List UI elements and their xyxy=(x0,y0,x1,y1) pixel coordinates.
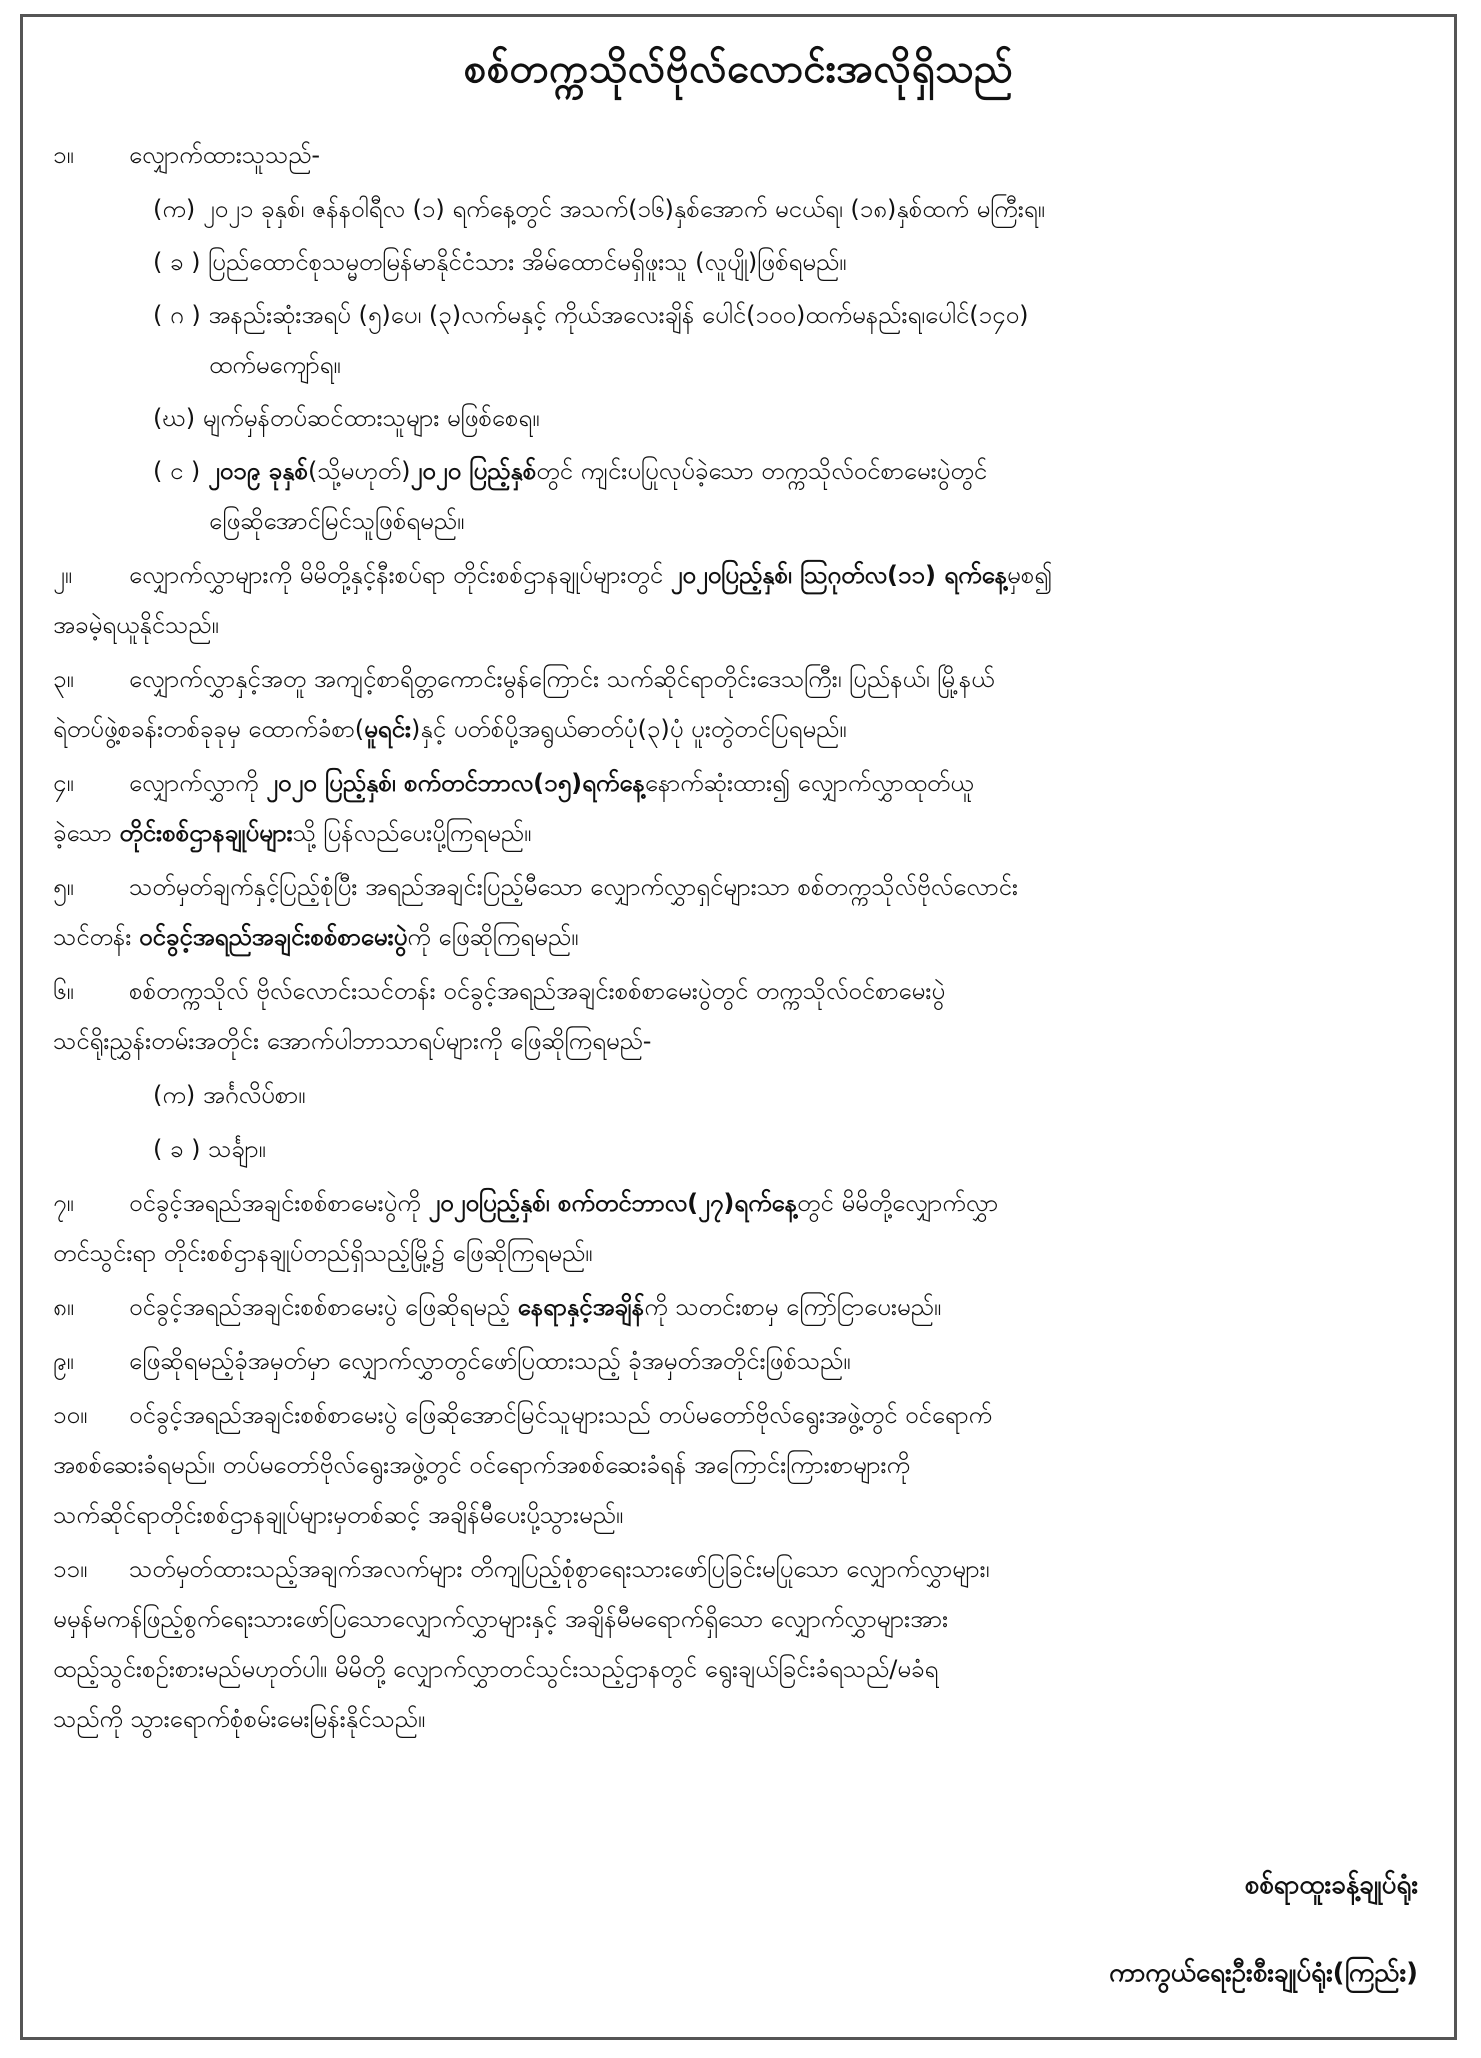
plain-text: သို့ ပြန်လည်ပေးပို့ကြရမည်။ xyxy=(292,819,532,847)
list-item xyxy=(53,451,1424,491)
section-text: အစစ်ဆေးခံရမည်။ တပ်မတော်ဗိုလ်ရွေးအဖွဲ့တွင် ဝင်ရောက်အစစ်ဆေးခံရန် အကြောင်းကြားစာများကို xyxy=(53,1451,911,1479)
list-item-text: ( ခ ) ပြည်ထောင်စုသမ္မတမြန်မာနိုင်ငံသား အိမ်ထောင်မရှိဖူးသူ (လူပျို)ဖြစ်ရမည်။ xyxy=(153,248,847,276)
section-11-continuation xyxy=(53,1649,1424,1689)
section-number: ၅။ xyxy=(53,873,74,901)
list-item-text: ( ဂ ) အနည်းဆုံးအရပ် (၅)ပေ၊ (၃)လက်မနှင့် ကိုယ်အလေးချိန် ပေါင်(၁၀၀)ထက်မနည်းရ၊ပေါင်(၁၄၀) xyxy=(153,301,1029,329)
plain-text: တွင် ကျင်းပပြုလုပ်ခဲ့သော တက္ကသိုလ်ဝင်စာမေးပွဲတွင် xyxy=(536,457,988,485)
section-6 xyxy=(53,971,1424,1011)
section-5-continuation xyxy=(53,917,1424,957)
section-10 xyxy=(53,1395,1424,1435)
plain-text: လျှောက်လွှာကို xyxy=(129,769,259,797)
section-number: ၆။ xyxy=(53,977,74,1005)
section-text: အခမဲ့ရယူနိုင်သည်။ xyxy=(53,611,219,639)
section-9 xyxy=(53,1341,1424,1381)
section-11 xyxy=(53,1549,1424,1589)
plain-text: ခဲ့သော xyxy=(53,819,112,847)
page-title: စစ်တက္ကသိုလ်ဗိုလ်လောင်းအလိုရှိသည် xyxy=(463,46,1014,92)
signature-department: ကာကွယ်ရေးဦးစီးချုပ်ရုံး(ကြည်း) xyxy=(1109,1958,1418,1988)
section-7 xyxy=(53,1183,1424,1223)
emphasis-text: ၂၀၁၉ ခုနှစ် xyxy=(207,457,308,485)
section-text xyxy=(129,555,1424,595)
section-6-continuation xyxy=(53,1021,1424,1061)
list-item xyxy=(53,1129,1424,1169)
list-item xyxy=(53,189,1424,229)
list-item-marker: ( င ) xyxy=(153,457,201,485)
plain-text: (သို့မဟုတ်) xyxy=(307,457,411,485)
section-4 xyxy=(53,763,1424,803)
list-item-text: ဖြေဆိုအောင်မြင်သူဖြစ်ရမည်။ xyxy=(209,507,465,535)
emphasis-text: မူရင်း xyxy=(364,715,411,743)
section-11-continuation xyxy=(53,1699,1424,1739)
list-item xyxy=(53,1075,1424,1115)
section-text xyxy=(129,1287,1424,1327)
section-text xyxy=(129,763,1424,803)
emphasis-text: ဝင်ခွင့်အရည်အချင်းစစ်စာမေးပွဲ xyxy=(139,923,408,951)
emphasis-text: ၂၀၂၀ပြည့်နှစ်၊ ဩဂုတ်လ(၁၁) ရက်နေ့ xyxy=(670,561,1008,589)
section-10-continuation xyxy=(53,1445,1424,1485)
list-item-text: ( ခ ) သင်္ချာ။ xyxy=(153,1135,266,1163)
plain-text: ကို သတင်းစာမှ ကြော်ငြာပေးမည်။ xyxy=(644,1293,942,1321)
section-5 xyxy=(53,867,1424,907)
emphasis-text: ၂၀၂၀ ပြည့်နှစ်၊ စက်တင်ဘာလ(၁၅)ရက်နေ့ xyxy=(266,769,645,797)
list-item-text: (ဃ) မျက်မှန်တပ်ဆင်ထားသူများ မဖြစ်စေရ။ xyxy=(153,404,540,432)
list-item-text: (က) အင်္ဂလိပ်စာ။ xyxy=(153,1081,306,1109)
signature-office: စစ်ရာထူးခန့်ချုပ်ရုံး xyxy=(1244,1870,1418,1900)
section-1 xyxy=(53,135,1424,175)
list-item xyxy=(53,295,1424,335)
plain-text: ရဲတပ်ဖွဲ့စခန်းတစ်ခုခုမှ ထောက်ခံစာ( xyxy=(53,715,365,743)
section-number: ၂။ xyxy=(53,561,73,589)
section-text: လျှောက်ထားသူသည်- xyxy=(129,141,321,169)
section-text: လျှောက်လွှာနှင့်အတူ အကျင့်စာရိတ္တကောင်းမွန်ကြောင်း သက်ဆိုင်ရာတိုင်းဒေသကြီး၊ ပြည်နယ်၊ မြို့နယ် xyxy=(129,665,995,693)
section-text xyxy=(53,709,1424,749)
section-text: ထည့်သွင်းစဉ်းစားမည်မဟုတ်ပါ။ မိမိတို့ လျှောက်လွှာတင်သွင်းသည့်ဌာနတွင် ရွေးချယ်ခြင်းခံရသည်/မခံရ xyxy=(53,1655,939,1683)
section-number: ၉။ xyxy=(53,1347,74,1375)
emphasis-text: ၂၀၂၀ပြည့်နှစ်၊ စက်တင်ဘာလ(၂၇)ရက်နေ့ xyxy=(428,1189,798,1217)
plain-text: နောက်ဆုံးထား၍ လျှောက်လွှာထုတ်ယူ xyxy=(644,769,974,797)
section-text: ဝင်ခွင့်အရည်အချင်းစစ်စာမေးပွဲ ဖြေဆိုအောင်မြင်သူများသည် တပ်မတော်ဗိုလ်ရွေးအဖွဲ့တွင် ဝင်ရောက် xyxy=(129,1401,993,1429)
section-text: စစ်တက္ကသိုလ် ဗိုလ်လောင်းသင်တန်း ဝင်ခွင့်အရည်အချင်းစစ်စာမေးပွဲတွင် တက္ကသိုလ်ဝင်စာမေးပွဲ xyxy=(129,977,946,1005)
section-number: ၃။ xyxy=(53,665,74,693)
plain-text: ဝင်ခွင့်အရည်အချင်းစစ်စာမေးပွဲ ဖြေဆိုရမည့် xyxy=(129,1293,511,1321)
section-number: ၈။ xyxy=(53,1293,74,1321)
plain-text: မှစ၍ xyxy=(1007,561,1053,589)
section-3-continuation xyxy=(53,709,1424,749)
plain-text: )နှင့် ပတ်စ်ပို့အရွယ်ဓာတ်ပုံ(၃)ပုံ ပူးတွဲတင်ပြရမည်။ xyxy=(411,715,847,743)
section-text xyxy=(53,813,1424,853)
section-text xyxy=(53,917,1424,957)
announcement-frame xyxy=(20,14,1457,2040)
list-item-continuation xyxy=(53,345,1424,385)
section-text: သတ်မှတ်ထားသည့်အချက်အလက်များ တိကျပြည့်စုံစွာရေးသားဖော်ပြခြင်းမပြုသော လျှောက်လွှာများ၊ xyxy=(129,1555,990,1583)
plain-text: တွင် မိမိတို့လျှောက်လွှာ xyxy=(797,1189,999,1217)
section-2 xyxy=(53,555,1424,595)
list-item xyxy=(53,242,1424,282)
emphasis-text: နေရာနှင့်အချိန် xyxy=(517,1293,645,1321)
section-number: ၇။ xyxy=(53,1189,74,1217)
section-number: ၄။ xyxy=(53,769,74,797)
plain-text: ကို ဖြေဆိုကြရမည်။ xyxy=(407,923,579,951)
section-11-continuation xyxy=(53,1599,1424,1639)
section-4-continuation xyxy=(53,813,1424,853)
section-7-continuation xyxy=(53,1233,1424,1273)
plain-text: သင်တန်း xyxy=(53,923,132,951)
section-text xyxy=(129,1183,1424,1223)
section-text: သတ်မှတ်ချက်နှင့်ပြည့်စုံပြီး အရည်အချင်းပြည့်မီသော လျှောက်လွှာရှင်များသာ စစ်တက္ကသိုလ်ဗိုလ်လောင်း xyxy=(129,873,1018,901)
section-text: ဖြေဆိုရမည့်ခုံအမှတ်မှာ လျှောက်လွှာတွင်ဖော်ပြထားသည့် ခုံအမှတ်အတိုင်းဖြစ်သည်။ xyxy=(129,1347,851,1375)
section-number: ၁၁။ xyxy=(53,1555,88,1583)
section-text: သင်ရိုးညွှန်းတမ်းအတိုင်း အောက်ပါဘာသာရပ်များကို ဖြေဆိုကြရမည်- xyxy=(53,1027,652,1055)
section-text: သည်ကို သွားရောက်စုံစမ်းမေးမြန်းနိုင်သည်။ xyxy=(53,1705,426,1733)
list-item-text: (က) ၂၀၂၁ ခုနှစ်၊ ဇန်နဝါရီလ (၁) ရက်နေ့တွင် အသက်(၁၆)နှစ်အောက် မငယ်ရ၊ (၁၈)နှစ်ထက် မကြီးရ။ xyxy=(153,195,1045,223)
list-item-text: ထက်မကျော်ရ။ xyxy=(209,351,341,379)
plain-text: ဝင်ခွင့်အရည်အချင်းစစ်စာမေးပွဲကို xyxy=(129,1189,421,1217)
emphasis-text: တိုင်းစစ်ဌာနချုပ်များ xyxy=(119,819,293,847)
section-number: ၁၀။ xyxy=(53,1401,88,1429)
emphasis-text: ၂၀၂၀ ပြည့်နှစ် xyxy=(410,457,537,485)
section-3 xyxy=(53,659,1424,699)
section-text: သက်ဆိုင်ရာတိုင်းစစ်ဌာနချုပ်များမှတစ်ဆင့် အချိန်မီပေးပို့သွားမည်။ xyxy=(53,1501,624,1529)
section-10-continuation xyxy=(53,1495,1424,1535)
section-2-continuation xyxy=(53,605,1424,645)
section-8 xyxy=(53,1287,1424,1327)
list-item xyxy=(53,398,1424,438)
section-text: မမှန်မကန်ဖြည့်စွက်ရေးသားဖော်ပြသောလျှောက်လွှာများနှင့် အချိန်မီမရောက်ရှိသော လျှောက်လွှာများအား xyxy=(53,1605,949,1633)
list-item-text xyxy=(153,451,1424,491)
section-text: တင်သွင်းရာ တိုင်းစစ်ဌာနချုပ်တည်ရှိသည့်မြို့၌ ဖြေဆိုကြရမည်။ xyxy=(53,1239,593,1267)
section-number: ၁။ xyxy=(53,141,74,169)
list-item-continuation xyxy=(53,501,1424,541)
plain-text: လျှောက်လွှာများကို မိမိတို့နှင့်နီးစပ်ရာ တိုင်းစစ်ဌာနချုပ်များတွင် xyxy=(129,561,663,589)
